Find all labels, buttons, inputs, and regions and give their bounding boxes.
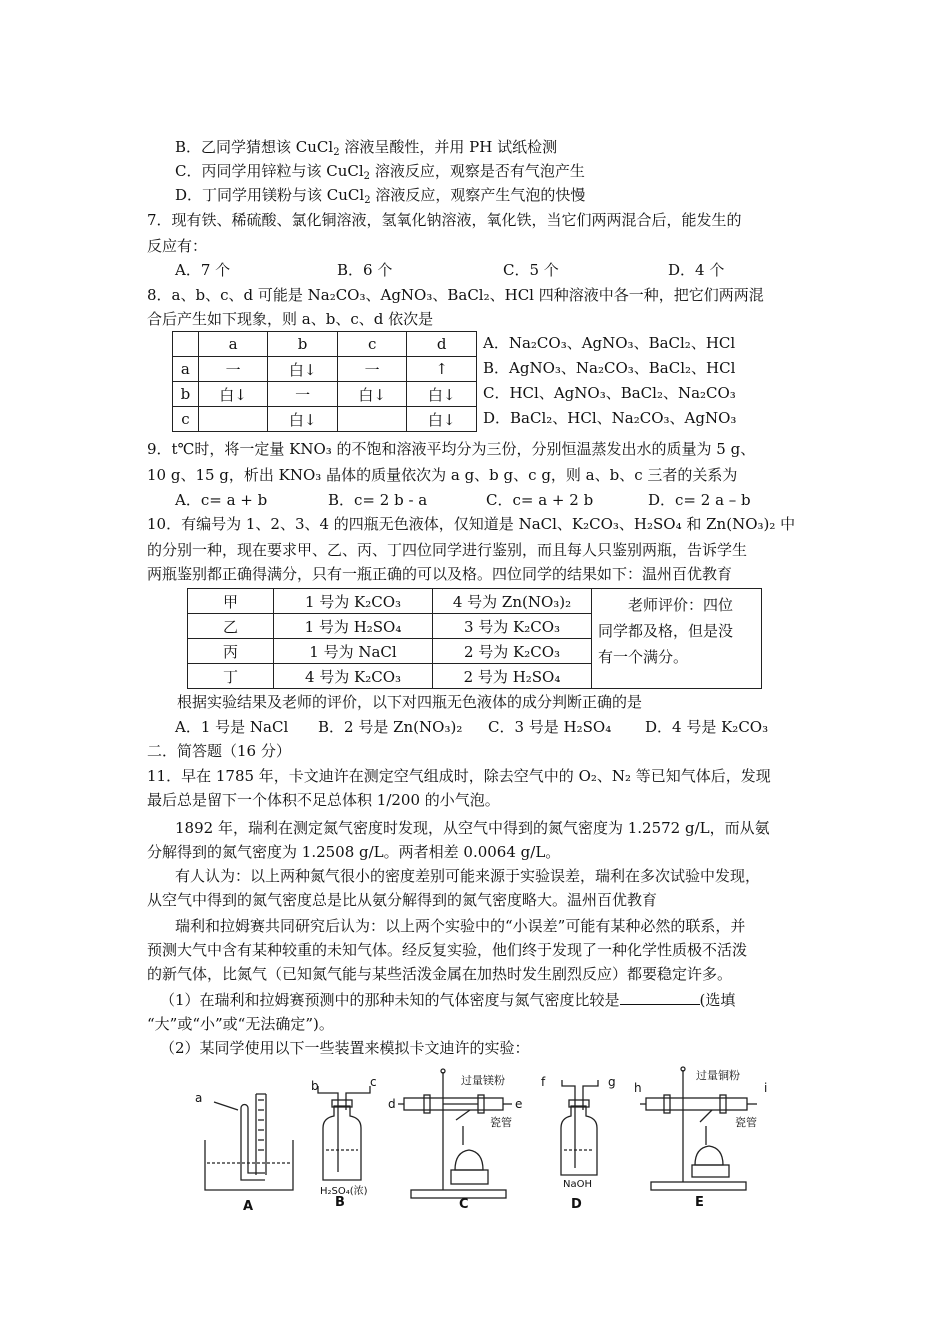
section-heading: 二．简答题（16 分） (147, 742, 291, 760)
comment-line: 同学都及格，但是没 (598, 622, 734, 640)
comment-line: 有一个满分。 (598, 648, 689, 666)
table-cell: 白↓ (407, 407, 477, 432)
q11-paragraph: 最后总是留下一个体积不足总体积 1/200 的小气泡。 (147, 791, 500, 809)
q11-paragraph: 分解得到的氮气密度为 1.2508 g/L。两者相差 0.0064 g/L。 (147, 843, 561, 861)
q8-stem: 8．a、b、c、d 可能是 Na₂CO₃、AgNO₃、BaCl₂、HCl 四种溶液中各一种，把它们两两混 (147, 286, 764, 304)
label-a: a (195, 1091, 203, 1105)
table-cell: 2 号为 K₂CO₃ (433, 639, 592, 664)
q7-option-c: C．5 个 (503, 261, 559, 279)
q10-stem-2: 的分别一种，现在要求甲、乙、丙、丁四位同学进行鉴别，而且每人只鉴别两瓶，告诉学生 (147, 541, 748, 559)
q7-option-b: B．6 个 (337, 261, 393, 279)
table-cell: b (268, 332, 338, 357)
q11-sub1-choices: “大”或“小”或“无法确定”)。 (147, 1015, 334, 1033)
q11-sub1-text: （1）在瑞利和拉姆赛预测中的那种未知的气体密度与氮气密度比较是 (160, 991, 620, 1009)
table-cell: 甲 (188, 589, 274, 614)
table-cell: 白↓ (407, 382, 477, 407)
label-naoh: NaOH (563, 1179, 592, 1190)
label-e: e (515, 1097, 523, 1111)
caption-a: A (243, 1199, 254, 1214)
table-cell: c (173, 407, 199, 432)
q8-option-b: B．AgNO₃、Na₂CO₃、BaCl₂、HCl (483, 359, 736, 377)
q11-sub2: （2）某同学使用以下一些装置来模拟卡文迪许的实验： (160, 1039, 530, 1057)
label-b: b (311, 1079, 319, 1093)
table-cell: 4 号为 Zn(NO₃)₂ (433, 589, 592, 614)
q6-option-d: D．丁同学用镁粉与该 CuCl$_2$ 溶液反应，观察产生气泡的快慢 (175, 186, 586, 206)
table-cell: 丙 (188, 639, 274, 664)
table-cell: 一 (337, 357, 407, 382)
comment-line: 老师评价：四位 (628, 596, 734, 614)
label-f: f (541, 1075, 546, 1089)
label-c: c (370, 1075, 377, 1089)
table-cell: d (407, 332, 477, 357)
caption-d: D (571, 1197, 582, 1212)
table-cell: 白↓ (268, 357, 338, 382)
q11-paragraph: 瑞利和拉姆赛共同研究后认为：以上两个实验中的“小误差”可能有某种必然的联系，并 (175, 917, 746, 935)
q9-stem: 9．t℃时，将一定量 KNO₃ 的不饱和溶液平均分为三份，分别恒温蒸发出水的质量为 5 g、 (147, 440, 756, 458)
table-cell: 乙 (188, 614, 274, 639)
label-g: g (608, 1075, 616, 1089)
q11-paragraph: 有人认为：以上两种氮气很小的密度差别可能来源于实验误差，瑞利在多次试验中发现， (175, 867, 761, 885)
q10-option-d: D．4 号是 K₂CO₃ (645, 718, 769, 736)
caption-c: C (459, 1197, 469, 1212)
table-cell: 1 号为 H₂SO₄ (274, 614, 433, 639)
label-h: h (634, 1081, 642, 1095)
q11-paragraph: 预测大气中含有某种较重的未知气体。经反复实验，他们终于发现了一种化学性质极不活泼 (147, 941, 748, 959)
q10-question: 根据实验结果及老师的评价，以下对四瓶无色液体的成分判断正确的是 (177, 693, 643, 711)
q6-option-b: B．乙同学猜想该 CuCl$_2$ 溶液呈酸性，并用 PH 试纸检测 (175, 138, 558, 158)
table-cell: 2 号为 H₂SO₄ (433, 664, 592, 689)
caption-b: B (335, 1195, 345, 1210)
q11-sub1-hint: (选填 (699, 991, 736, 1009)
q9-option-a: A．c= a + b (175, 491, 268, 509)
q10-stem-3: 两瓶鉴别都正确得满分，只有一瓶正确的可以及格。四位同学的结果如下：温州百优教育 (147, 565, 733, 583)
label-mg: 过量镁粉 (461, 1074, 505, 1087)
table-cell: a (198, 332, 268, 357)
q7-stem-2: 反应有： (147, 237, 208, 255)
q6-option-c: C．丙同学用锌粒与该 CuCl$_2$ 溶液反应，观察是否有气泡产生 (175, 162, 585, 182)
q9-option-c: C．c= a + 2 b (486, 491, 594, 509)
q11-paragraph: 11．早在 1785 年，卡文迪许在测定空气组成时，除去空气中的 O₂、N₂ 等已知气体后，发现 (147, 767, 771, 785)
label-d: d (388, 1097, 396, 1111)
table-cell: 丁 (188, 664, 274, 689)
table-cell: c (337, 332, 407, 357)
q10-stem: 10．有编号为 1、2、3、4 的四瓶无色液体，仅知道是 NaCl、K₂CO₃、H₂SO₄ 和 Zn(NO₃)₂ 中 (147, 515, 796, 533)
table-cell: 3 号为 K₂CO₃ (433, 614, 592, 639)
label-i: i (764, 1081, 768, 1095)
table-cell: 一 (268, 382, 338, 407)
caption-e: E (695, 1195, 704, 1210)
label-tube-e: 瓷管 (735, 1116, 757, 1129)
q11-paragraph: 的新气体，比氮气（已知氮气能与某些活泼金属在加热时发生剧烈反应）都要稳定许多。 (147, 965, 733, 983)
q10-option-b: B．2 号是 Zn(NO₃)₂ (318, 718, 463, 736)
table-cell: ↑ (407, 357, 477, 382)
q8-option-c: C．HCl、AgNO₃、BaCl₂、Na₂CO₃ (483, 384, 736, 402)
q7-stem: 7．现有铁、稀硫酸、氯化铜溶液，氢氧化钠溶液，氧化铁，当它们两两混合后，能发生的 (147, 211, 742, 229)
label-h2so4: H₂SO₄(浓) (320, 1186, 368, 1197)
label-cu: 过量铜粉 (696, 1069, 740, 1082)
table-cell: 4 号为 K₂CO₃ (274, 664, 433, 689)
q11-paragraph: 1892 年，瑞利在测定氮气密度时发现，从空气中得到的氮气密度为 1.2572 g/L，而从氨 (175, 819, 770, 837)
q9-option-d: D．c= 2 a – b (648, 491, 751, 509)
table-cell: 1 号为 K₂CO₃ (274, 589, 433, 614)
table-cell: 1 号为 NaCl (274, 639, 433, 664)
q9-option-b: B．c= 2 b - a (328, 491, 428, 509)
table-cell: 白↓ (268, 407, 338, 432)
q8-option-d: D．BaCl₂、HCl、Na₂CO₃、AgNO₃ (483, 409, 737, 427)
q11-paragraph: 从空气中得到的氮气密度总是比从氨分解得到的氮气密度略大。温州百优教育 (147, 891, 658, 909)
label-tube-c: 瓷管 (490, 1116, 512, 1129)
table-cell: b (173, 382, 199, 407)
table-cell: 白↓ (198, 382, 268, 407)
q7-option-d: D．4 个 (668, 261, 725, 279)
q8-option-a: A．Na₂CO₃、AgNO₃、BaCl₂、HCl (483, 334, 736, 352)
q10-option-c: C．3 号是 H₂SO₄ (488, 718, 612, 736)
q7-option-a: A．7 个 (175, 261, 231, 279)
q9-stem-2: 10 g、15 g，析出 KNO₃ 晶体的质量依次为 a g、b g、c g，则 a、b、c 三者的关系为 (147, 466, 738, 484)
q8-stem-2: 合后产生如下现象，则 a、b、c、d 依次是 (147, 310, 434, 328)
table-cell: 一 (198, 357, 268, 382)
q10-option-a: A．1 号是 NaCl (175, 718, 289, 736)
table-cell: 白↓ (337, 382, 407, 407)
table-cell: a (173, 357, 199, 382)
